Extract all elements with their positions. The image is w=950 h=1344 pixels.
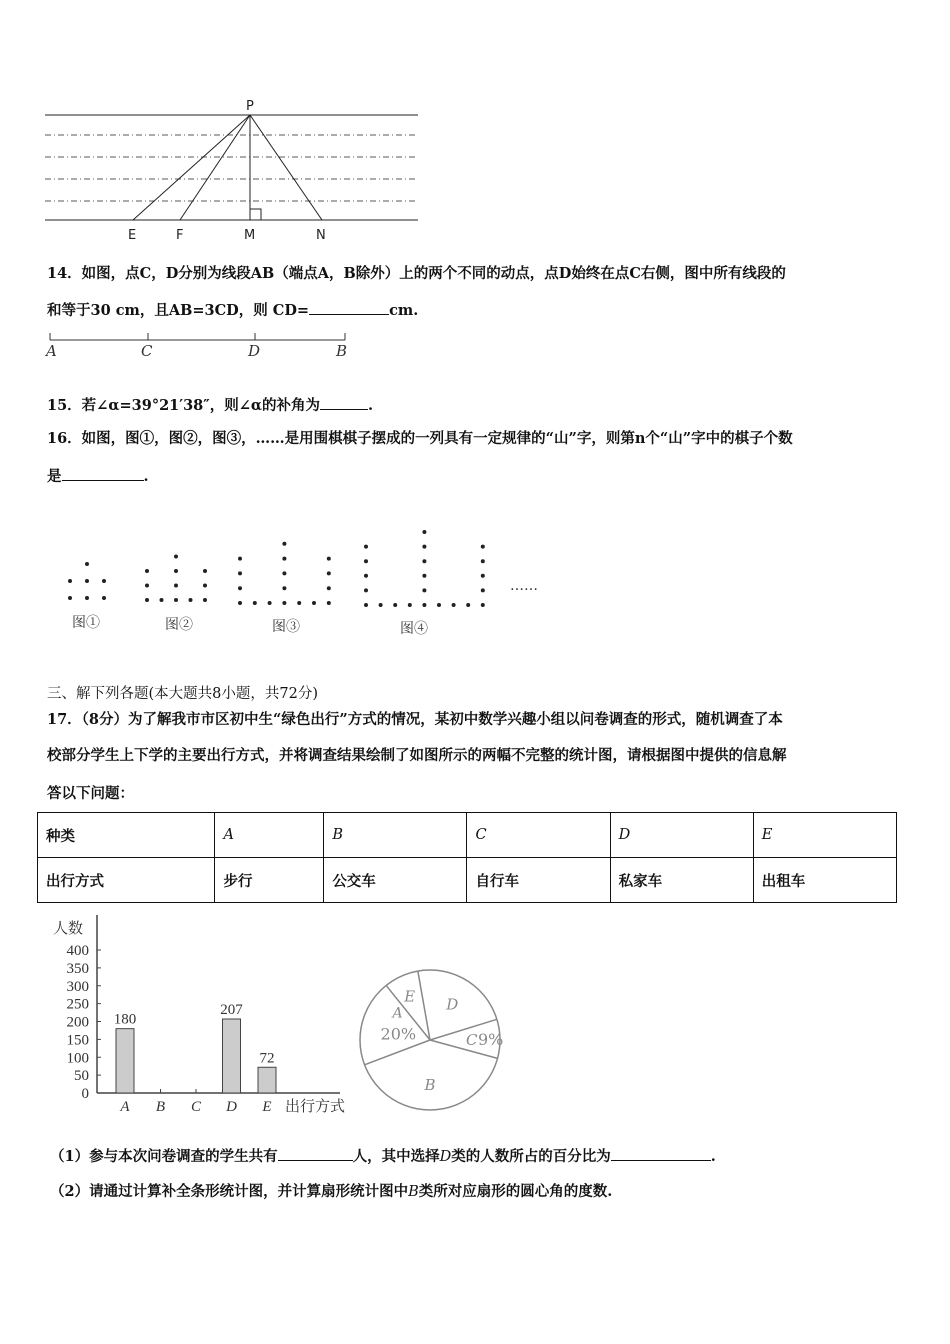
y-tick-label: 350	[66, 960, 89, 977]
sub1-text: （1）参与本次问卷调查的学生共有	[50, 1148, 278, 1165]
dot	[282, 571, 286, 575]
table-row	[38, 813, 897, 858]
fig-segment-ab	[50, 333, 345, 340]
table-cell: 出行方式	[38, 858, 215, 903]
y-tick-label: 0	[81, 1086, 89, 1102]
y-tick-label: 400	[66, 943, 89, 959]
dot	[68, 579, 72, 583]
slice-boundary	[365, 1040, 430, 1065]
fig-triangle	[45, 115, 418, 220]
q14-text: 和等于30 cm，且AB=3CD，则 CD=	[47, 302, 310, 319]
ellipsis: ……	[510, 578, 538, 594]
dot	[379, 603, 383, 607]
q16-line1: 16．如图，图①，图②，图③，……是用围棋棋子摆成的一列具有一定规律的“山”字，则第n个“山”字中的棋子个数	[47, 430, 793, 447]
table-cell: 出租车	[753, 858, 896, 903]
label-f: F	[176, 228, 184, 243]
section-heading: 三、解下列各题(本大题共8小题，共72分)	[47, 686, 318, 702]
q14-line1: 14．如图，点C，D分别为线段AB（端点A，B除外）上的两个不同的动点，点D始终在点C右侧，图中所有线段的	[47, 265, 786, 282]
x-tick-label: A	[120, 1099, 130, 1115]
point-a: A	[46, 342, 57, 360]
y-tick-label: 150	[66, 1032, 89, 1049]
dot	[85, 596, 89, 600]
dot	[282, 542, 286, 546]
dot	[481, 588, 485, 592]
dot	[364, 574, 368, 578]
dot	[145, 584, 149, 588]
dot	[268, 601, 272, 605]
label-n: N	[316, 228, 326, 243]
answer-blank[interactable]	[611, 1146, 711, 1161]
q15-text: 15．若∠α=39°21′38″，则∠α的补角为	[47, 397, 321, 414]
dot	[327, 571, 331, 575]
y-tick-label: 250	[66, 996, 89, 1013]
data-label: 72	[259, 1050, 275, 1067]
answer-blank[interactable]	[320, 395, 368, 410]
point-c: C	[141, 342, 153, 360]
dot	[238, 557, 242, 561]
dot	[174, 598, 178, 602]
point-d: D	[248, 342, 261, 360]
x-tick-label: E	[262, 1099, 272, 1115]
fig-label-3: 图③	[272, 619, 300, 635]
dot	[422, 588, 426, 592]
dot	[437, 603, 441, 607]
dot	[327, 586, 331, 590]
y-tick-label: 300	[66, 978, 89, 995]
dot	[481, 603, 485, 607]
table-cell: A	[215, 813, 324, 858]
point-b: B	[336, 342, 348, 360]
data-label: 180	[113, 1011, 137, 1028]
shan-dot-figures	[68, 530, 485, 607]
q14-line2	[47, 299, 418, 320]
dot	[364, 603, 368, 607]
sub1-end: .	[710, 1148, 716, 1165]
slice-boundary	[418, 971, 430, 1040]
table-cell: D	[610, 813, 753, 858]
answer-blank[interactable]	[278, 1146, 353, 1161]
dot	[253, 601, 257, 605]
q16-text: 是	[47, 468, 62, 485]
fig-label-1: 图①	[72, 615, 100, 631]
answer-blank[interactable]	[62, 466, 144, 481]
table-cell: 自行车	[467, 858, 610, 903]
bar-A	[116, 1029, 134, 1093]
x-axis-label: 出行方式	[285, 1099, 346, 1115]
sub2-b: B	[408, 1184, 419, 1200]
dot	[422, 559, 426, 563]
slice-label: B	[424, 1076, 436, 1094]
bar-E	[258, 1067, 276, 1093]
table-cell: 种类	[38, 813, 215, 858]
label-p: P	[246, 99, 254, 114]
dot	[282, 557, 286, 561]
x-tick-label: B	[155, 1099, 166, 1115]
dot	[364, 545, 368, 549]
dot	[393, 603, 397, 607]
dot	[364, 588, 368, 592]
dot	[327, 557, 331, 561]
dot	[481, 545, 485, 549]
q17-line2: 校部分学生上下学的主要出行方式，并将调查结果绘制了如图所示的两幅不完整的统计图，请根据图中提供的信息解	[47, 747, 787, 764]
dot	[422, 603, 426, 607]
dot	[452, 603, 456, 607]
slice-percent: 9%	[478, 1030, 504, 1049]
label-m: M	[244, 228, 256, 243]
dot	[327, 601, 331, 605]
dot	[203, 598, 207, 602]
fig-label-4: 图④	[400, 621, 428, 637]
dot	[85, 579, 89, 583]
x-tick-label: C	[190, 1099, 202, 1115]
dot	[68, 596, 72, 600]
sub1-text2: 人，其中选择	[352, 1148, 440, 1165]
dot	[466, 603, 470, 607]
table-cell: 公交车	[324, 858, 467, 903]
q16-end: .	[143, 468, 149, 485]
dot	[203, 584, 207, 588]
y-axis-label: 人数	[53, 921, 84, 937]
sub1-d: D	[439, 1149, 452, 1165]
dot	[145, 598, 149, 602]
slice-label: E	[404, 987, 416, 1006]
dot	[481, 559, 485, 563]
table-row	[38, 858, 897, 903]
dot	[422, 530, 426, 534]
dot	[238, 601, 242, 605]
sub1-text3: 类的人数所占的百分比为	[451, 1148, 611, 1165]
fig-label-2: 图②	[165, 617, 193, 633]
pie-chart	[360, 970, 503, 1110]
dot	[408, 603, 412, 607]
answer-blank[interactable]	[309, 300, 389, 315]
dot	[189, 598, 193, 602]
dot	[174, 569, 178, 573]
dot	[174, 555, 178, 559]
slice-label: A	[392, 1005, 403, 1022]
dot	[364, 559, 368, 563]
category-table	[37, 812, 897, 903]
bar-chart	[53, 915, 345, 1115]
data-label: 207	[220, 1001, 243, 1018]
label-e: E	[128, 228, 137, 243]
table-cell: C	[467, 813, 610, 858]
table-cell: B	[324, 813, 467, 858]
sub2-text: （2）请通过计算补全条形统计图，并计算扇形统计图中	[50, 1183, 409, 1200]
q15-end: .	[368, 397, 374, 414]
y-tick-label: 100	[66, 1050, 89, 1067]
slice-label: D	[446, 995, 459, 1014]
dot	[174, 584, 178, 588]
q14-unit: cm.	[389, 302, 419, 319]
q17-line3: 答以下问题：	[47, 785, 134, 802]
q17-line1: 17．（8分）为了解我市市区初中生“绿色出行”方式的情况，某初中数学兴趣小组以问卷调查的形式，随机调查了本	[47, 711, 783, 728]
slice-percent: 20%	[380, 1024, 417, 1044]
dot	[312, 601, 316, 605]
dot	[297, 601, 301, 605]
sub2-text2: 类所对应扇形的圆心角的度数.	[418, 1183, 613, 1200]
dot	[422, 545, 426, 549]
table-cell: 步行	[215, 858, 324, 903]
y-tick-label: 200	[66, 1014, 89, 1031]
table-cell: 私家车	[610, 858, 753, 903]
dot	[238, 571, 242, 575]
dot	[422, 574, 426, 578]
dot	[102, 579, 106, 583]
dot	[481, 574, 485, 578]
x-tick-label: D	[226, 1099, 237, 1115]
dot	[160, 598, 164, 602]
bar-D	[223, 1019, 241, 1093]
dot	[238, 586, 242, 590]
slice-label: C	[466, 1031, 478, 1049]
dot	[203, 569, 207, 573]
y-tick-label: 50	[74, 1068, 89, 1085]
dot	[145, 569, 149, 573]
table-cell: E	[753, 813, 896, 858]
dot	[282, 601, 286, 605]
dot	[85, 562, 89, 566]
dot	[282, 586, 286, 590]
dot	[102, 596, 106, 600]
